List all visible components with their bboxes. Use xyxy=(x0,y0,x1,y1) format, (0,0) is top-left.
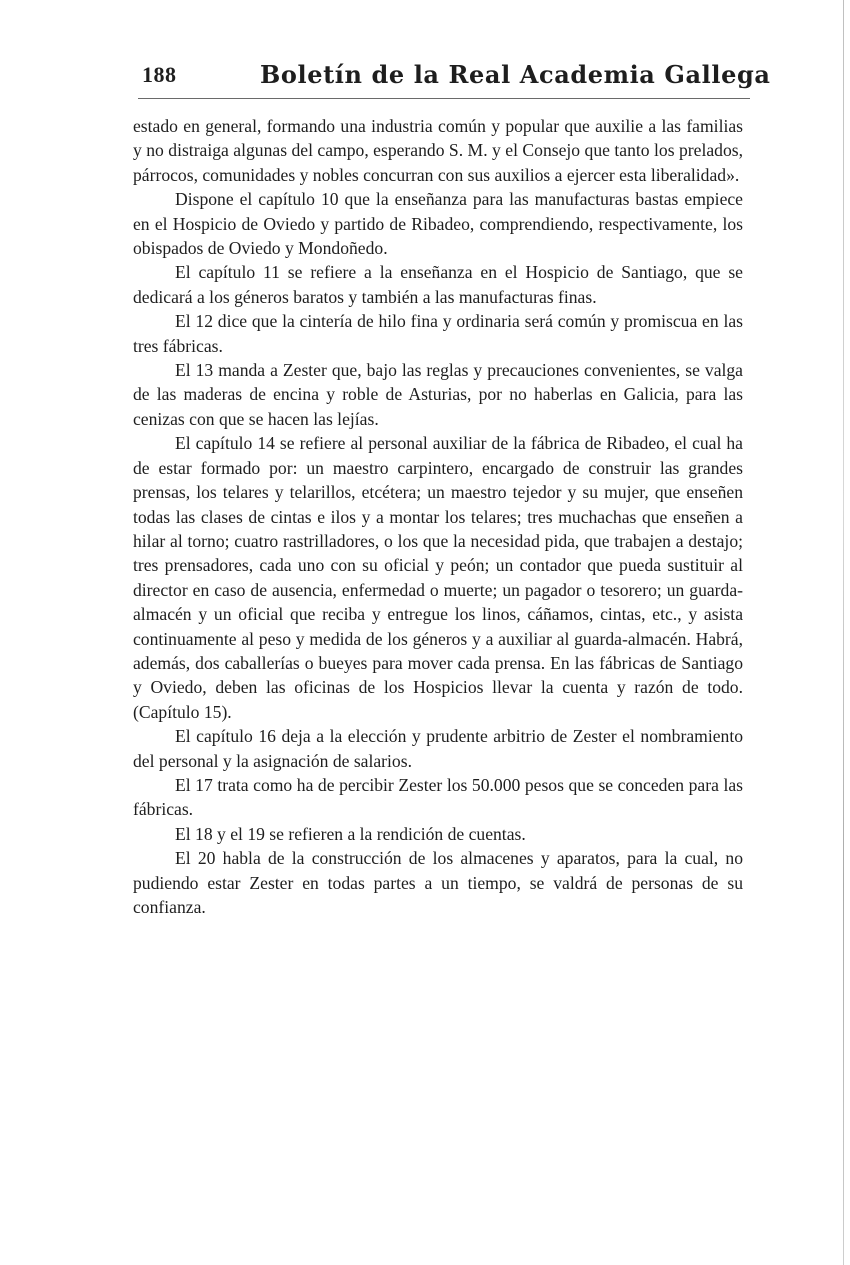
scan-edge-line xyxy=(843,0,844,1265)
paragraph-chapter-12: El 12 dice que la cintería de hilo fina y ordinaria será común y promiscua en las tres fábricas. xyxy=(133,311,743,356)
paragraph-chapter-17: El 17 trata como ha de percibir Zester los 50.000 pesos que se conceden para las fábricas. xyxy=(133,774,743,820)
page-number: 188 xyxy=(142,62,177,87)
paragraph-chapter-18-19: El 18 y el 19 se refieren a la rendición de cuentas. xyxy=(175,823,526,844)
paragraph-chapter-10: Dispone el capítulo 10 que la enseñanza para las manufacturas bastas empiece en el Hospicio de Oviedo y partido de Ribadeo, comprendiendo, respectivamente, los obispados de Oviedo y Mondoñedo. xyxy=(133,189,743,259)
body-text xyxy=(133,114,743,919)
paragraph-continuation: estado en general, formando una industria común y popular que auxilie a las familias y no distraiga algunas del campo, esperando S. M. y el Consejo que tanto los prelados, párrocos, comunidades y nobles concurran con sus auxilios a ejercer esta liberalidad». xyxy=(133,116,743,185)
paragraph-chapter-13: El 13 manda a Zester que, bajo las reglas y precauciones convenientes, se valga de las maderas de encina y roble de Asturias, por no haberlas en Galicia, para las cenizas con que se hacen las lejías. xyxy=(133,360,743,429)
page-header xyxy=(138,58,771,99)
running-title: Boletín de la Real Academia Gallega xyxy=(260,60,771,89)
paragraph-chapter-11: El capítulo 11 se refiere a la enseñanza en el Hospicio de Santiago, que se dedicará a los géneros baratos y también a las manufacturas finas. xyxy=(133,262,743,307)
paragraph-chapter-16: El capítulo 16 deja a la elección y prudente arbitrio de Zester el nombramiento del personal y la asignación de salarios. xyxy=(133,726,743,771)
paragraph-chapter-14: El capítulo 14 se refiere al personal auxiliar de la fábrica de Ribadeo, el cual ha de estar formado por: un maestro carpintero, encargado de construir las grandes prensas, los telares y telarillos, etcétera; un maestro tejedor y su mujer, que enseñen todas las clases de cintas e ilos y a montar los telares; tres muchachas que enseñen a hilar al torno; cuatro rastrilladores, o los que la necesidad pida, que trabajen a destajo; tres prensadores, cada uno con su oficial y peón; un contador que pueda sustituir al director en caso de ausencia, enfermedad o muerte; un pagador o tesorero; un guarda-almacén y un oficial que reciba y entregue los linos, cáñamos, cintas, etc., y asista continuamente al peso y medida de los géneros y a auxiliar al guarda-almacén. Habrá, además, dos caballerías o bueyes para mover cada prensa. En las fábricas de Santiago y Oviedo, deben las oficinas de los Hospicios llevar la cuenta y razón de todo. (Capítulo 15). xyxy=(133,433,743,722)
paragraph-chapter-20: El 20 habla de la construcción de los almacenes y aparatos, para la cual, no pudiendo estar Zester en todas partes a un tiempo, se valdrá de personas de su confianza. xyxy=(133,848,743,917)
